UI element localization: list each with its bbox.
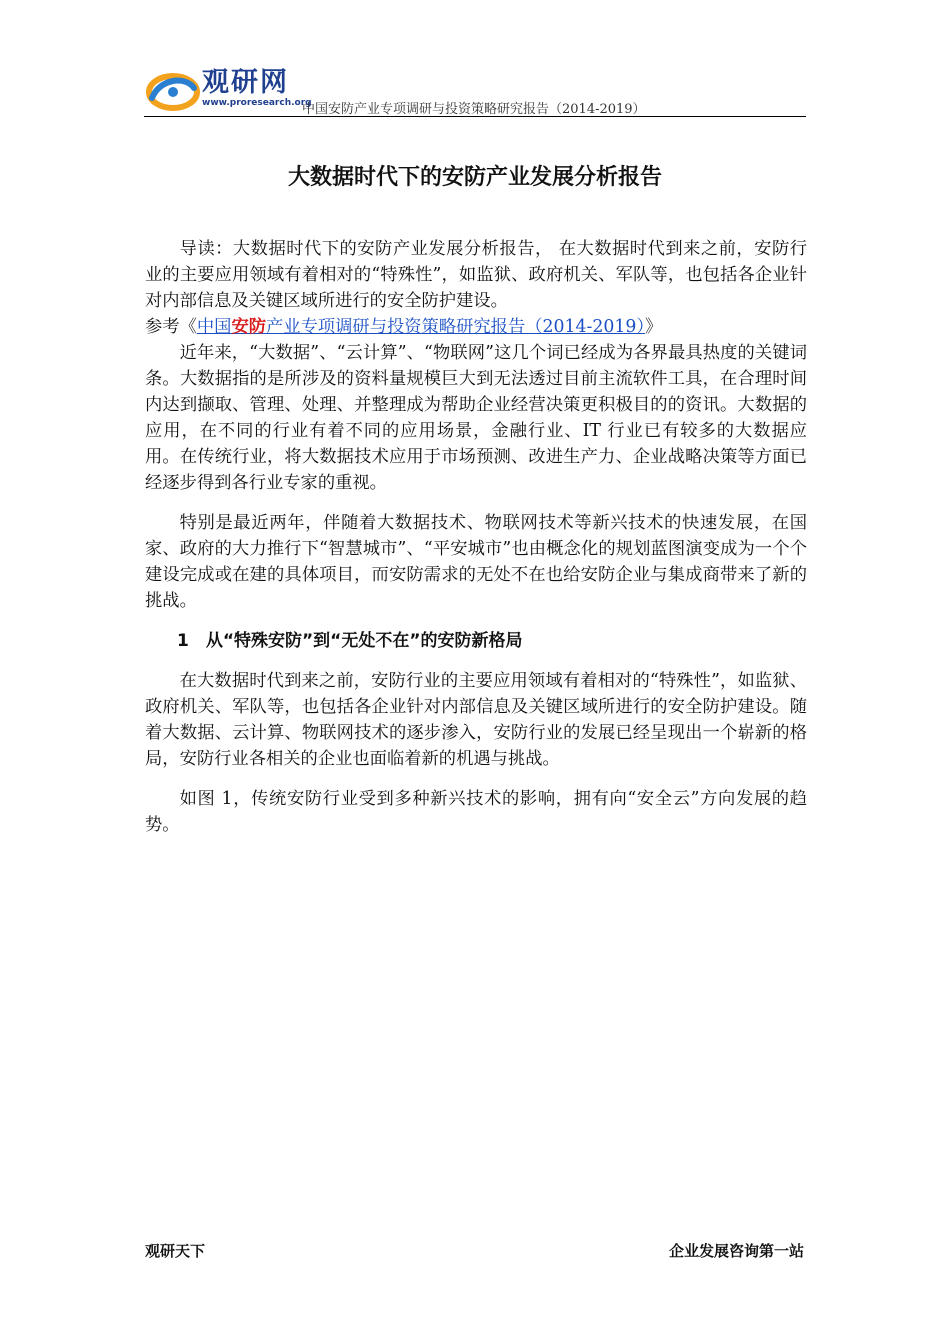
document-title: 大数据时代下的安防产业发展分析报告 <box>287 165 662 190</box>
section-paragraph: 如图 1，传统安防行业受到多种新兴技术的影响，拥有向“安全云”方向发展的趋势。 <box>145 789 807 835</box>
footer-right: 企业发展咨询第一站 <box>668 1242 804 1260</box>
reference-link-pre: 中国 <box>196 317 232 337</box>
logo-url: www.proresearch.org <box>202 98 312 108</box>
document-body <box>145 236 807 838</box>
body-paragraph: 特别是最近两年，伴随着大数据技术、物联网技术等新兴技术的快速发展，在国家、政府的大力推行下“智慧城市”、“平安城市”也由概念化的规划蓝图演变成为一个个建设完成或在建的具体项目，而安防需求的无处不在也给安防企业与集成商带来了新的挑战。 <box>145 513 807 611</box>
page-header <box>144 66 806 118</box>
footer-left: 观研天下 <box>145 1242 206 1260</box>
reference-link[interactable] <box>197 317 645 337</box>
body-paragraph: 近年来，“大数据”、“云计算”、“物联网”这几个词已经成为各界最具热度的关键词条。大数据指的是所涉及的资料量规模巨大到无法透过目前主流软件工具，在合理时间内达到撷取、管理、处理、并整理成为帮助企业经营决策更积极目的的资讯。大数据的应用，在不同的行业有着不同的应用场景，金融行业、IT 行业已有较多的大数据应用。在传统行业，将大数据技术应用于市场预测、改进生产力、企业战略决策等方面已经逐步得到各行业专家的重视。 <box>145 343 807 493</box>
reference-link-keyword: 安防 <box>231 317 267 337</box>
section-paragraph: 在大数据时代到来之前，安防行业的主要应用领域有着相对的“特殊性”，如监狱、政府机关、军队等，也包括各企业针对内部信息及关键区域所进行的安全防护建设。随着大数据、云计算、物联网技术的逐步渗入，安防行业的发展已经呈现出一个崭新的格局，安防行业各相关的企业也面临着新的机遇与挑战。 <box>145 671 807 769</box>
logo <box>144 66 312 114</box>
logo-swirl-icon <box>146 70 200 112</box>
header-divider <box>144 116 806 117</box>
reference-prefix: 参考《 <box>145 317 197 337</box>
reference-line <box>145 314 807 340</box>
section-heading: 1 从“特殊安防”到“无处不在”的安防新格局 <box>177 631 523 651</box>
reference-link-post: 产业专项调研与投资策略研究报告（2014-2019） <box>266 317 645 337</box>
header-report-title: 中国安防产业专项调研与投资策略研究报告（2014-2019） <box>302 102 646 117</box>
intro-paragraph: 导读：大数据时代下的安防产业发展分析报告， 在大数据时代到来之前，安防行业的主要应用领域有着相对的“特殊性”，如监狱、政府机关、军队等，也包括各企业针对内部信息及关键区域所进行的安全防护建设。 <box>145 239 807 311</box>
logo-name: 观研网 <box>202 67 289 98</box>
reference-suffix: 》 <box>644 317 663 337</box>
